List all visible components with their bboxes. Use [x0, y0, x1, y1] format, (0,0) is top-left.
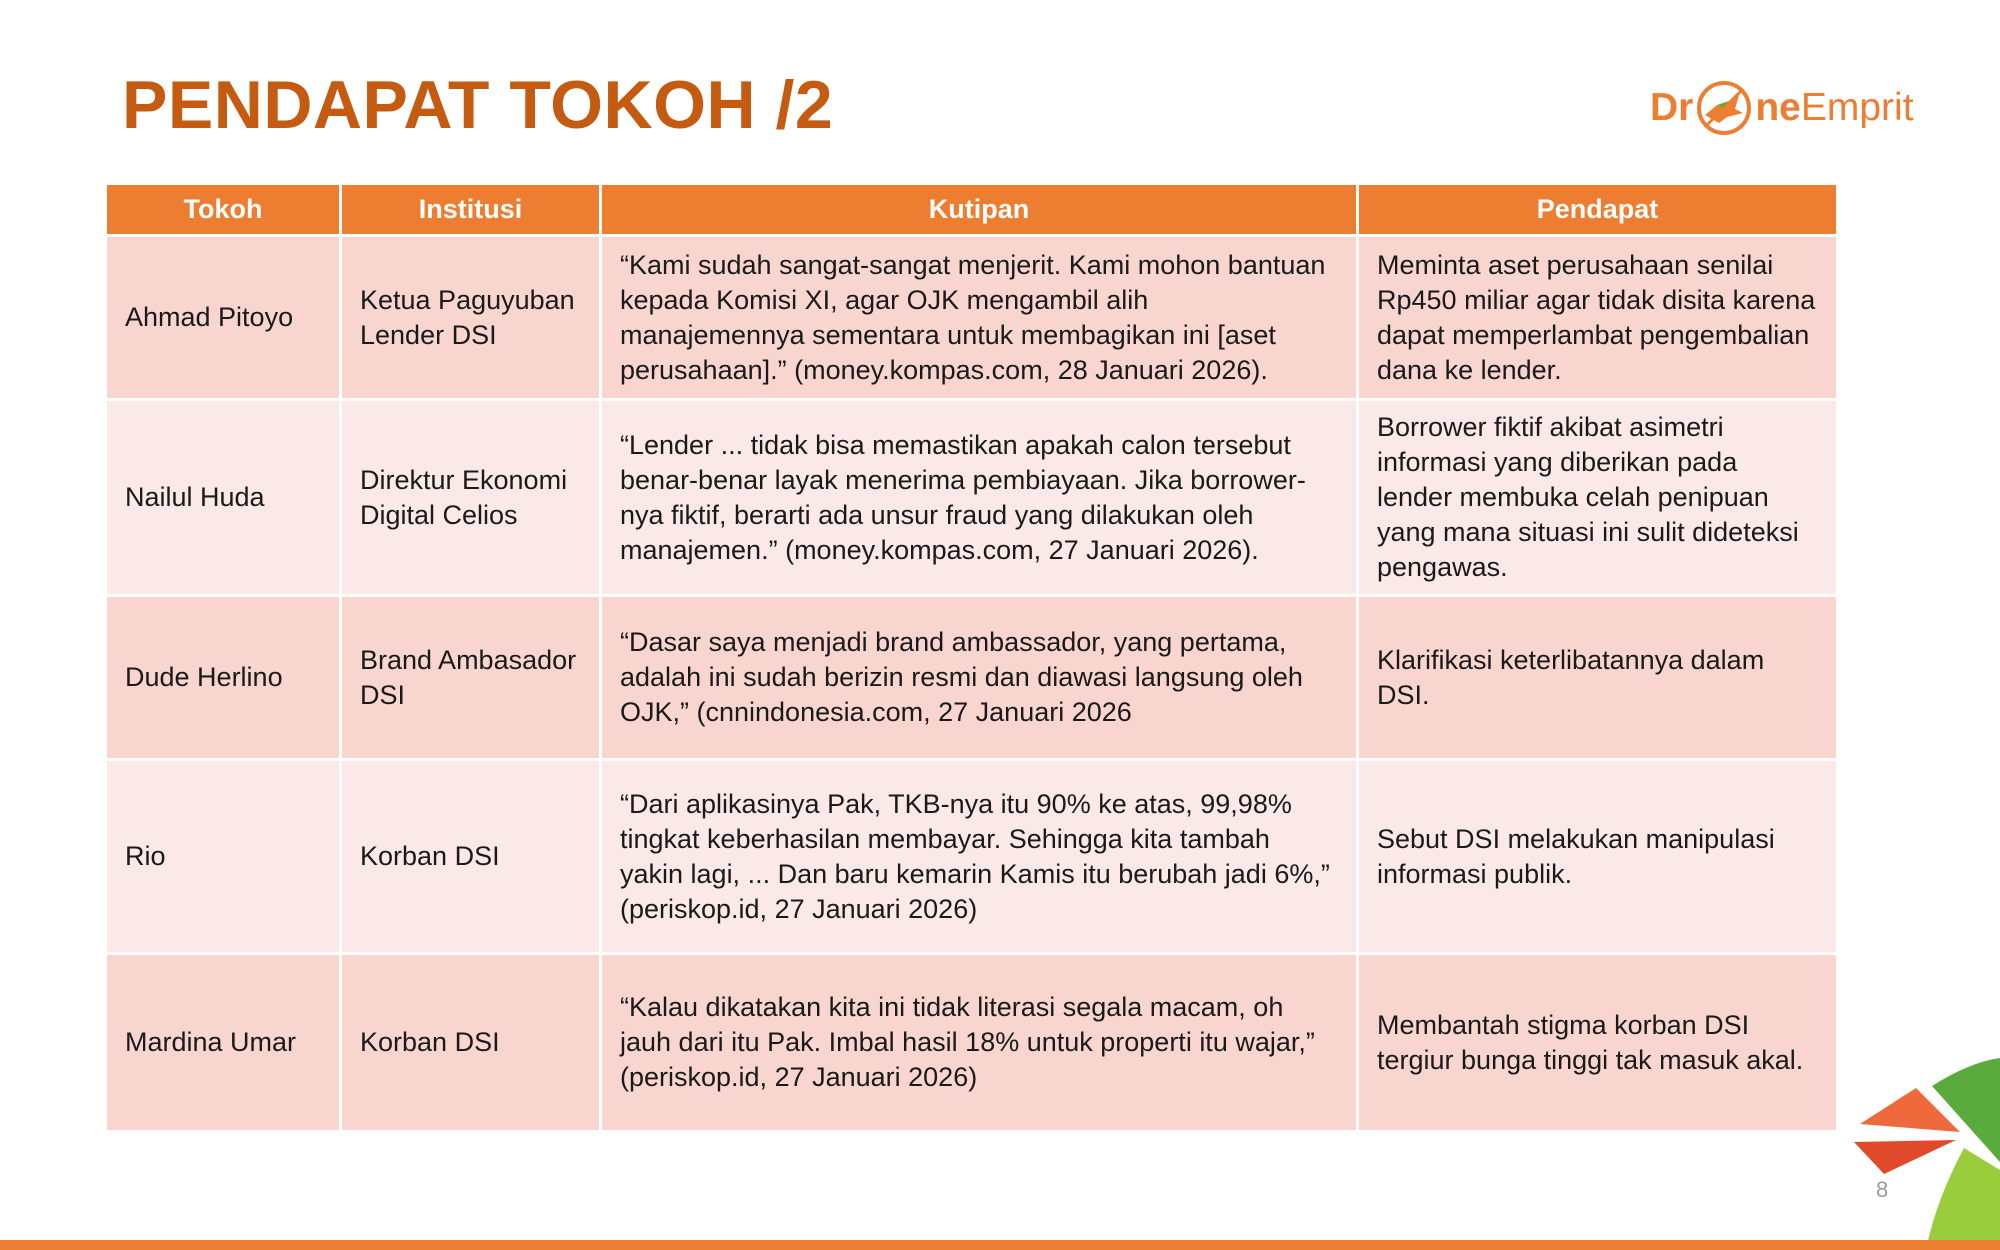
logo-text-ne: ne [1755, 86, 1801, 129]
cell-tokoh: Rio [106, 760, 341, 954]
cell-institusi: Brand Ambasador DSI [341, 596, 601, 760]
cell-institusi: Ketua Paguyuban Lender DSI [341, 236, 601, 400]
drone-emprit-logo [1650, 72, 1914, 144]
decorative-leaf-shapes [1840, 1050, 2000, 1250]
cell-tokoh: Ahmad Pitoyo [106, 236, 341, 400]
cell-institusi: Korban DSI [341, 954, 601, 1132]
table-row [106, 760, 1838, 954]
bird-in-circle-icon [1695, 79, 1753, 137]
quotes-table [104, 182, 1839, 1133]
header-pendapat: Pendapat [1358, 184, 1838, 236]
table-row [106, 954, 1838, 1132]
table-row [106, 596, 1838, 760]
page-number: 8 [1876, 1177, 1889, 1202]
cell-tokoh: Nailul Huda [106, 400, 341, 596]
cell-kutipan: “Dasar saya menjadi brand ambassador, yang pertama, adalah ini sudah berizin resmi dan diawasi langsung oleh OJK,” (cnnindonesia.com, 27 Januari 2026 [601, 596, 1358, 760]
cell-institusi: Korban DSI [341, 760, 601, 954]
cell-kutipan: “Dari aplikasinya Pak, TKB-nya itu 90% ke atas, 99,98% tingkat keberhasilan membayar. Sehingga kita tambah yakin lagi, ... Dan baru kemarin Kamis itu berubah jadi 6%,” (periskop.id, 27 Januari 2026) [601, 760, 1358, 954]
cell-pendapat: Sebut DSI melakukan manipulasi informasi publik. [1358, 760, 1838, 954]
cell-tokoh: Dude Herlino [106, 596, 341, 760]
cell-tokoh: Mardina Umar [106, 954, 341, 1132]
table-row [106, 400, 1838, 596]
logo-text-dr: Dr [1650, 86, 1694, 129]
table-row [106, 236, 1838, 400]
cell-kutipan: “Kami sudah sangat-sangat menjerit. Kami mohon bantuan kepada Komisi XI, agar OJK mengambil alih manajemennya sementara untuk membagikan ini [aset perusahaan].” (money.kompas.com, 28 Januari 2026). [601, 236, 1358, 400]
cell-kutipan: “Kalau dikatakan kita ini tidak literasi segala macam, oh jauh dari itu Pak. Imbal hasil 18% untuk properti itu wajar,” (periskop.id, 27 Januari 2026) [601, 954, 1358, 1132]
cell-pendapat: Klarifikasi keterlibatannya dalam DSI. [1358, 596, 1838, 760]
cell-kutipan: “Lender ... tidak bisa memastikan apakah calon tersebut benar-benar layak menerima pembiayaan. Jika borrower-nya fiktif, berarti ada unsur fraud yang dilakukan oleh manajemen.” (money.kompas.com, 27 Januari 2026). [601, 400, 1358, 596]
bottom-accent-bar [0, 1240, 2000, 1250]
table-header-row [106, 184, 1838, 236]
header-tokoh: Tokoh [106, 184, 341, 236]
header-kutipan: Kutipan [601, 184, 1358, 236]
cell-pendapat: Membantah stigma korban DSI tergiur bunga tinggi tak masuk akal. [1358, 954, 1838, 1132]
header-institusi: Institusi [341, 184, 601, 236]
cell-institusi: Direktur Ekonomi Digital Celios [341, 400, 601, 596]
cell-pendapat: Borrower fiktif akibat asimetri informasi yang diberikan pada lender membuka celah penipuan yang mana situasi ini sulit dideteksi pengawas. [1358, 400, 1838, 596]
slide-title: PENDAPAT TOKOH /2 [122, 67, 834, 143]
logo-text-emprit: Emprit [1800, 86, 1914, 129]
cell-pendapat: Meminta aset perusahaan senilai Rp450 miliar agar tidak disita karena dapat memperlambat pengembalian dana ke lender. [1358, 236, 1838, 400]
